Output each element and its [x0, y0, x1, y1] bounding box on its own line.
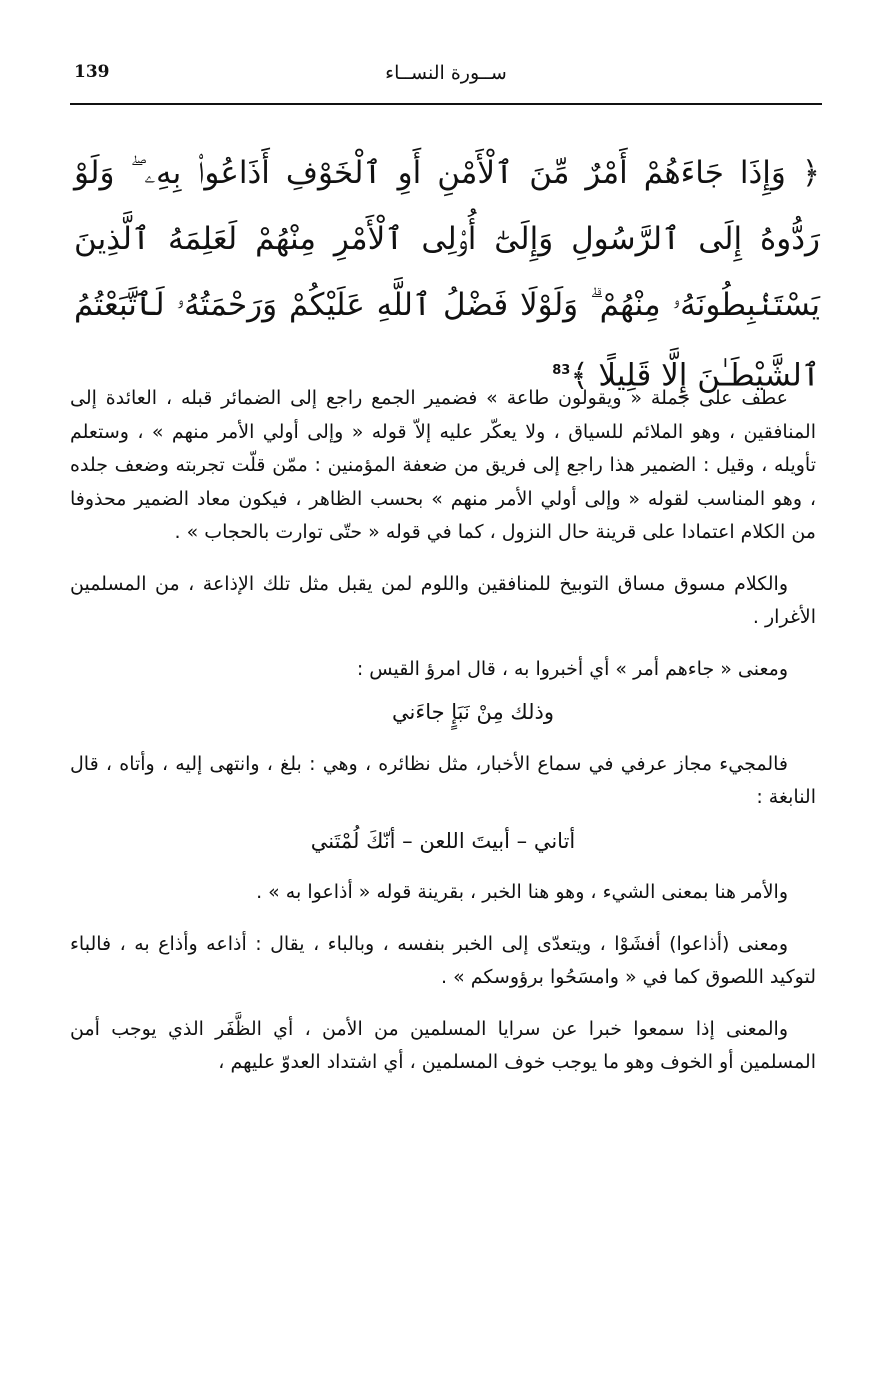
verse-text: ﴿ وَإِذَا جَاءَهُمْ أَمْرٌ مِّنَ ٱلْأَمْنِ أَوِ ٱلْخَوْفِ أَذَاعُوا۟ بِهِۦ ۖ وَلَوْ رَدُّوهُ إِلَى ٱلرَّسُولِ وَإِلَىٰٓ أُو۟لِى ٱلْأَمْرِ مِنْهُمْ لَعَلِمَهُ ٱلَّذِينَ يَسْتَنۢبِطُونَهُۥ مِنْهُمْ ۗ وَلَوْلَا فَضْلُ ٱللَّهِ عَلَيْكُمْ وَرَحْمَتُهُۥ لَٱتَّبَعْتُمُ ٱلشَّيْطَـٰنَ إِلَّا قَلِيلًا ﴾ — [74, 155, 820, 394]
page-header — [70, 60, 822, 100]
poem-line-1: وذلك مِنْ نَبَإٍ جاءَني — [391, 700, 555, 724]
commentary-paragraph-3: ومعنى « جاءهم أمر » أي أخبروا به ، قال امرؤ القيس : — [356, 657, 788, 680]
poem-line-2: أتاني – أبيتَ اللعن – أنّكَ لُمْتَني — [310, 828, 576, 853]
commentary-paragraph-5: والأمر هنا بمعنى الشيء ، وهو هنا الخبر ، بقرينة قوله « أذاعوا به » . — [256, 881, 788, 903]
commentary — [70, 382, 816, 1098]
header-rule — [70, 103, 822, 105]
commentary-paragraph-2: والكلام مسوق مساق التوبيخ للمنافقين واللوم لمن يقبل مثل تلك الإذاعة ، من المسلمين الأغرار . — [70, 572, 816, 628]
commentary-paragraph-1: عطف على جملة « ويقولون طاعة » فضمير الجمع راجع إلى الضمائر قبله ، العائدة إلى المنافقين ، وهو الملائم للسياق ، ولا يعكّر عليه إلاّ قوله « وإلى أولي الأمر منهم » ، وستعلم تأويله ، وقيل : الضمير هذا راجع إلى فريق من ضعفة المؤمنين : ممّن قلّت تجربته وضعف جلده ، وهو المناسب لقوله « وإلى أولي الأمر منهم » بحسب الظاهر ، فيكون معاد الضمير محذوفا من الكلام اعتمادا على قرينة حال النزول ، كما في قوله « حتّى توارت بالحجاب » . — [70, 387, 816, 543]
quran-verse — [74, 140, 820, 408]
verse-number: 83 — [552, 363, 571, 378]
page-number: 139 — [74, 62, 110, 82]
commentary-paragraph-7: والمعنى إذا سمعوا خبرا عن سرايا المسلمين من الأمن ، أي الظَّفَر الذي يوجب أمن المسلمين أو الخوف وهو ما يوجب خوف المسلمين ، أي اشتداد العدوّ عليهم ، — [70, 1017, 816, 1073]
running-title: ســورة النســاء — [385, 62, 507, 84]
commentary-paragraph-6: ومعنى (أذاعوا) أفشَوْا ، ويتعدّى إلى الخبر بنفسه ، وبالباء ، يقال : أذاعه وأذاع به ، فالباء لتوكيد اللصوق كما في « وامسَحُوا برؤوسكم » . — [70, 932, 816, 988]
commentary-paragraph-4: فالمجيء مجاز عرفي في سماع الأخبار، مثل نظائره ، وهي : بلغ ، وانتهى إليه ، وأتاه ، قال النابغة : — [70, 752, 816, 808]
